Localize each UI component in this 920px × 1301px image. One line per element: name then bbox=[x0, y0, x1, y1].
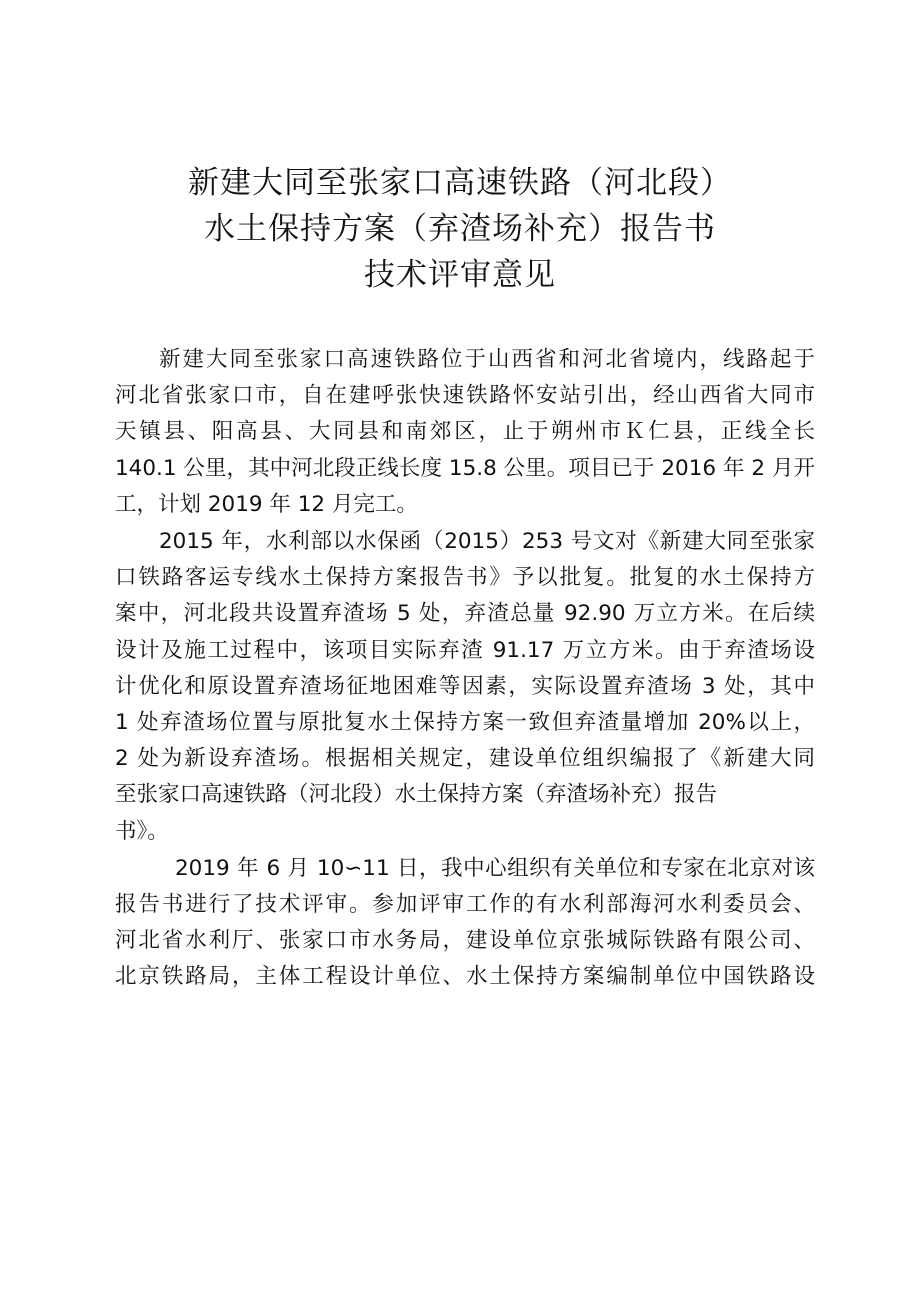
paragraph-2 bbox=[115, 524, 815, 850]
paragraph-line: 1 处弃渣场位置与原批复水土保持方案一致但弃渣量增加 20%以上， bbox=[115, 710, 815, 736]
paragraph-3 bbox=[115, 851, 815, 996]
paragraph-line: 新建大同至张家口高速铁路位于山西省和河北省境内，线路起于 bbox=[159, 347, 815, 372]
paragraph-line: 河北省张家口市，自在建呼张快速铁路怀安站引出，经山西省大同市 bbox=[115, 383, 815, 409]
paragraph-line: 2015 年，水利部以水保函（2015）253 号文对《新建大同至张家 bbox=[159, 529, 815, 555]
paragraph-line: 口铁路客运专线水土保持方案报告书》予以批复。批复的水土保持方 bbox=[115, 565, 815, 591]
paragraph-line: 工，计划 2019 年 12 月完工。 bbox=[115, 491, 418, 517]
paragraph-line: 计优化和原设置弃渣场征地困难等因素，实际设置弃渣场 3 处，其中 bbox=[115, 673, 815, 699]
paragraph-line: 北京铁路局，主体工程设计单位、水土保持方案编制单位中国铁路设 bbox=[115, 964, 815, 990]
paragraph-line: 设计及施工过程中，该项目实际弃渣 91.17 万立方米。由于弃渣场设 bbox=[115, 637, 815, 663]
paragraph-line: 140.1 公里，其中河北段正线长度 15.8 公里。项目已于 2016 年 2 月开 bbox=[115, 455, 815, 481]
paragraph-line: 2 处为新设弃渣场。根据相关规定，建设单位组织编报了《新建大同 bbox=[115, 746, 815, 772]
title-line-3: 技术评审意见 bbox=[364, 257, 556, 293]
paragraph-line: 河北省水利厅、张家口市水务局，建设单位京张城际铁路有限公司、 bbox=[115, 928, 815, 954]
document-body bbox=[115, 342, 815, 996]
paragraph-line: 报告书进行了技术评审。参加评审工作的有水利部海河水利委员会、 bbox=[115, 892, 815, 918]
paragraph-line: 至张家口高速铁路（河北段）水土保持方案（弃渣场补充）报告 bbox=[115, 782, 718, 808]
title-line-1: 新建大同至张家口高速铁路（河北段） bbox=[188, 165, 732, 201]
paragraph-line: 天镇县、阳高县、大同县和南郊区，止于朔州市Ｋ仁县，正线全长 bbox=[115, 419, 815, 445]
paragraph-1 bbox=[115, 342, 815, 523]
document-title bbox=[0, 160, 920, 298]
paragraph-line: 书》。 bbox=[115, 818, 169, 844]
paragraph-line: 案中，河北段共设置弃渣场 5 处，弃渣总量 92.90 万立方米。在后续 bbox=[115, 601, 815, 627]
paragraph-line: 2019 年 6 月 10∽11 日，我中心组织有关单位和专家在北京对该 bbox=[175, 855, 815, 881]
title-line-2: 水土保持方案（弃渣场补充）报告书 bbox=[204, 211, 716, 247]
